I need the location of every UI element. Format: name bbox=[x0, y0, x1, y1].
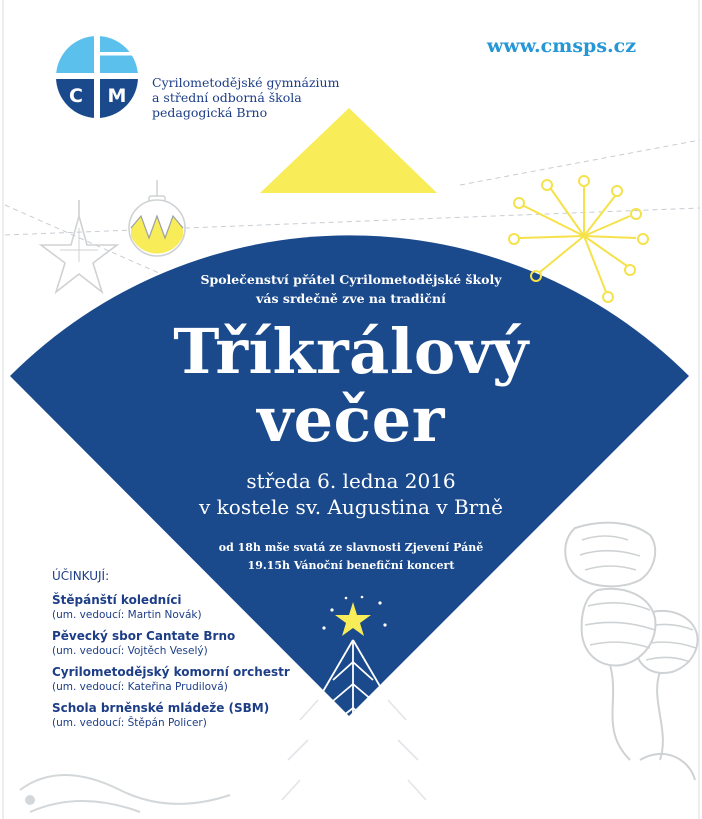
event-venue: v kostele sv. Augustina v Brně bbox=[199, 495, 503, 519]
logo-letter-c: C bbox=[69, 85, 83, 107]
schedule-line: od 18h mše svatá ze slavnosti Zjevení Páně bbox=[218, 541, 484, 554]
school-logo bbox=[56, 36, 138, 118]
christmas-tree-shadow bbox=[282, 700, 426, 800]
performer-leader: (um. vedoucí: Martin Novák) bbox=[52, 609, 202, 621]
website-link[interactable]: www.cmsps.cz bbox=[486, 35, 636, 57]
performer-name: Pěvecký sbor Cantate Brno bbox=[52, 629, 236, 643]
event-title-line: Tříkrálový bbox=[173, 315, 529, 388]
bauble-ornament-icon bbox=[129, 180, 185, 256]
performer-item bbox=[52, 664, 290, 694]
performer-leader: (um. vedoucí: Kateřina Prudilová) bbox=[52, 681, 228, 693]
invitation-text bbox=[0, 270, 702, 308]
logo-letter-m: M bbox=[107, 85, 127, 107]
performer-item bbox=[52, 592, 290, 622]
performer-name: Cyrilometodějský komorní orchestr bbox=[52, 665, 290, 679]
event-date: středa 6. ledna 2016 bbox=[246, 469, 456, 493]
performer-leader: (um. vedoucí: Vojtěch Veselý) bbox=[52, 645, 208, 657]
performers-heading: ÚČINKUJÍ: bbox=[52, 569, 110, 583]
school-name-line: pedagogická Brno bbox=[152, 105, 268, 120]
event-date-venue bbox=[0, 468, 702, 520]
event-title-line: večer bbox=[257, 383, 445, 456]
schedule-line: 19.15h Vánoční benefiční koncert bbox=[247, 559, 455, 572]
performer-name: Schola brněnské mládeže (SBM) bbox=[52, 701, 270, 715]
school-name bbox=[152, 75, 339, 120]
school-name-line: Cyrilometodějské gymnázium bbox=[152, 75, 340, 90]
invitation-line: Společenství přátel Cyrilometodějské školy bbox=[200, 272, 502, 287]
performer-item bbox=[52, 628, 290, 658]
yellow-triangle-shape bbox=[260, 108, 437, 193]
event-title bbox=[0, 315, 702, 456]
bottom-ornaments bbox=[20, 775, 230, 812]
school-name-line: a střední odborná škola bbox=[152, 90, 302, 105]
performer-item bbox=[52, 700, 290, 730]
invitation-line: vás srdečně zve na tradiční bbox=[256, 291, 446, 306]
performer-name: Štěpánští koledníci bbox=[52, 593, 182, 607]
performers-list bbox=[52, 568, 290, 736]
performer-leader: (um. vedoucí: Štěpán Policer) bbox=[52, 717, 207, 729]
